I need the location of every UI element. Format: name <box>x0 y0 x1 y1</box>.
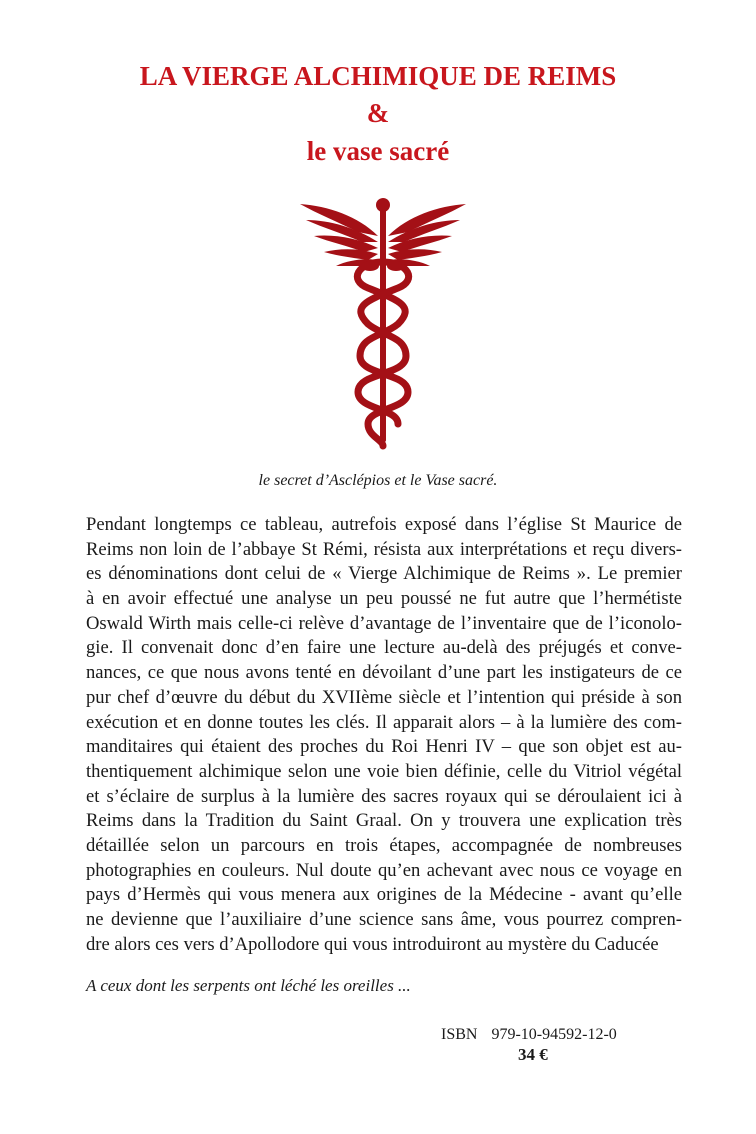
synopsis-line: et s’éclaire de surplus à la lumière des sacres royaux qui se déroulaient ici à <box>86 785 682 807</box>
synopsis-line: à en avoir effectué une analyse un peu poussé ne fut autre que l’hermétiste <box>86 588 682 610</box>
synopsis-line: manditaires qui étaient des proches du Roi Henri IV – que son objet est au- <box>86 736 682 758</box>
synopsis-line: dre alors ces vers d’Apollodore qui vous introduiront au mystère du Caducée <box>86 933 659 955</box>
isbn-number: 979-10-94592-12-0 <box>491 1026 617 1043</box>
synopsis-line: détaillée selon un parcours en trois étapes, accompagnée de nombreuses <box>86 834 682 856</box>
synopsis-line: Oswald Wirth mais celle-ci relève d’avantage de l’inventaire que de l’iconolo- <box>86 612 682 634</box>
title-line-2: le vase sacré <box>306 136 450 166</box>
caduceus-knob <box>376 198 390 212</box>
isbn-label: ISBN <box>441 1026 478 1043</box>
synopsis-line: Pendant longtemps ce tableau, autrefois exposé dans l’église St Maurice de <box>86 514 682 535</box>
dedication: A ceux dont les serpents ont léché les oreilles ... <box>86 976 411 995</box>
emblem-caption: le secret d’Asclépios et le Vase sacré. <box>258 472 498 489</box>
synopsis-line: photographies en couleurs. Nul doute qu’en achevant avec nous ce voyage en <box>86 859 682 881</box>
title-line-1: LA VIERGE ALCHIMIQUE DE REIMS <box>139 61 617 91</box>
serpent-head-left <box>361 261 379 271</box>
price: 34 € <box>518 1045 548 1064</box>
synopsis-line: ne devienne que l’auxiliaire d’une science sans âme, vous pourrez compren- <box>86 909 682 930</box>
isbn <box>441 1026 617 1044</box>
left-wing <box>300 204 378 266</box>
caduceus-icon <box>298 196 468 456</box>
synopsis-line: nances, ce que nous avons tenté en dévoilant d’une part les instigateurs de ce <box>86 662 682 684</box>
synopsis-line: exécution et en donne toutes les clés. Il apparait alors – à la lumière des com- <box>86 711 682 733</box>
synopsis-line: pur chef d’œuvre du début du XVIIème siècle et l’intention qui préside à son <box>86 686 682 708</box>
synopsis-paragraph <box>86 513 682 957</box>
synopsis-line: Reims non loin de l’abbaye St Rémi, résista aux interprétations et reçu divers- <box>86 538 682 560</box>
synopsis-line: es dénominations dont celui de « Vierge Alchimique de Reims ». Le premier <box>86 563 682 585</box>
serpent-head-right <box>387 261 405 271</box>
synopsis-line: gie. Il convenait donc d’en faire une lecture au-delà des préjugés et conve- <box>86 637 682 659</box>
synopsis-line: Reims dans la Tradition du Saint Graal. On y trouvera une explication très <box>86 810 682 832</box>
synopsis-line: thentiquement alchimique selon une voie bien définie, celle du Vitriol végétal <box>86 760 682 782</box>
synopsis-line: pays d’Hermès qui vous menera aux origines de la Médecine - avant qu’elle <box>86 884 682 906</box>
right-wing <box>388 204 466 266</box>
title-ampersand: & <box>366 98 390 128</box>
